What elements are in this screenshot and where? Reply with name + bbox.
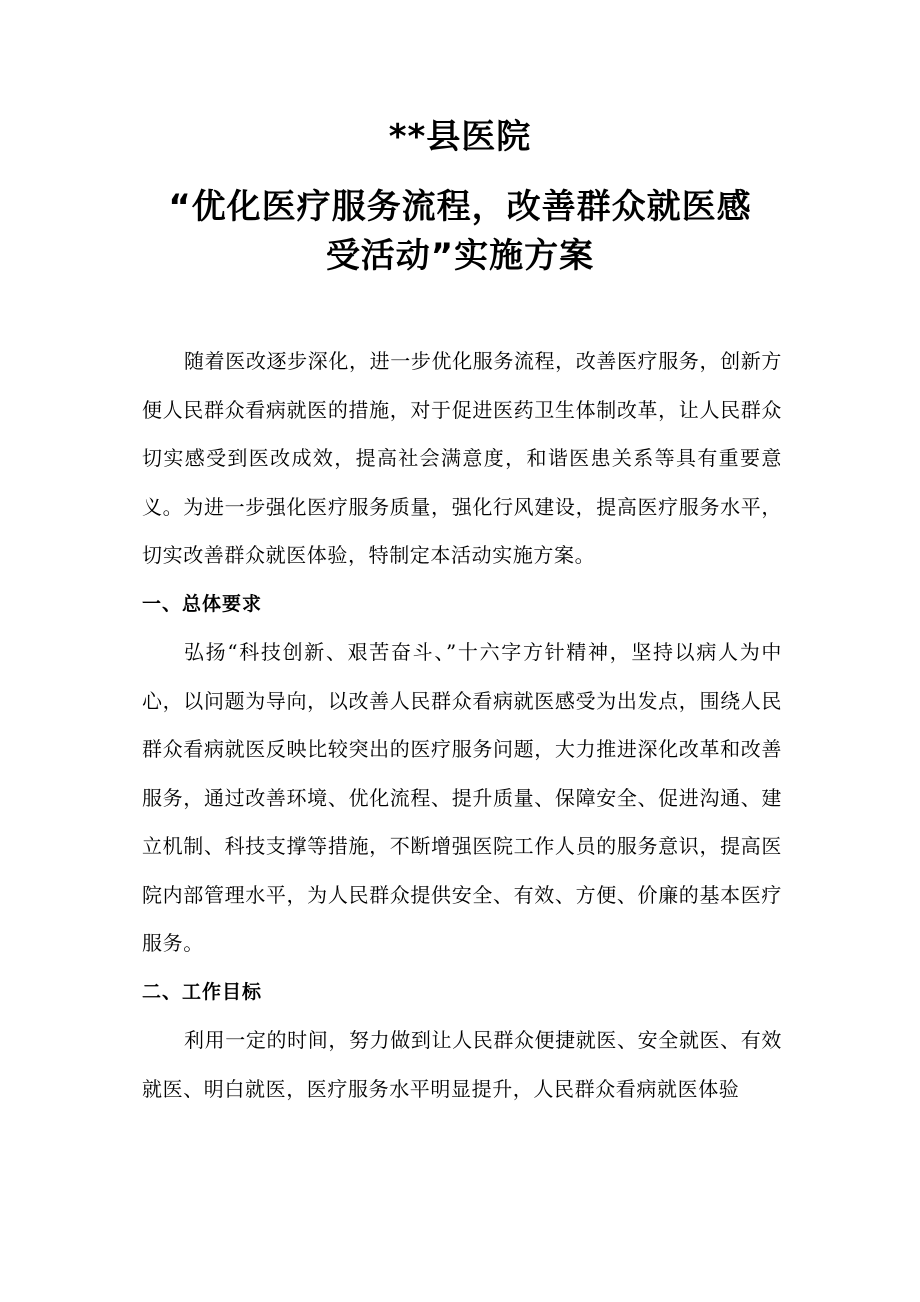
document-title-line-2: 受活动”实施方案 [325, 236, 595, 276]
document-title-line-1: “优化医疗服务流程，改善群众就医感 [168, 187, 752, 227]
document-body [142, 337, 782, 1113]
section-heading-general-requirements: 一、总体要求 [142, 592, 263, 615]
section-paragraph-general-requirements: 弘扬“科技创新、艰苦奋斗、”十六字方针精神，坚持以病人为中心，以问题为导向，以改善人民群众看病就医感受为出发点，围绕人民群众看病就医反映比较突出的医疗服务问题，大力推进深化改革和改善服务，通过改善环境、优化流程、提升质量、保障安全、促进沟通、建立机制、科技支撑等措施，不断增强医院工作人员的服务意识，提高医院内部管理水平，为人民群众提供安全、有效、方便、价廉的基本医疗服务。 [142, 640, 782, 955]
section-heading-work-goals: 二、工作目标 [142, 980, 263, 1003]
section-paragraph-work-goals: 利用一定的时间，努力做到让人民群众便捷就医、安全就医、有效就医、明白就医，医疗服务水平明显提升，人民群众看病就医体验 [142, 1028, 782, 1101]
document-title-hospital: **县医院 [388, 117, 532, 157]
intro-paragraph: 随着医改逐步深化，进一步优化服务流程，改善医疗服务，创新方便人民群众看病就医的措施，对于促进医药卫生体制改革，让人民群众切实感受到医改成效，提高社会满意度，和谐医患关系等具有重要意义。为进一步强化医疗服务质量，强化行风建设，提高医疗服务水平，切实改善群众就医体验，特制定本活动实施方案。 [142, 349, 782, 567]
